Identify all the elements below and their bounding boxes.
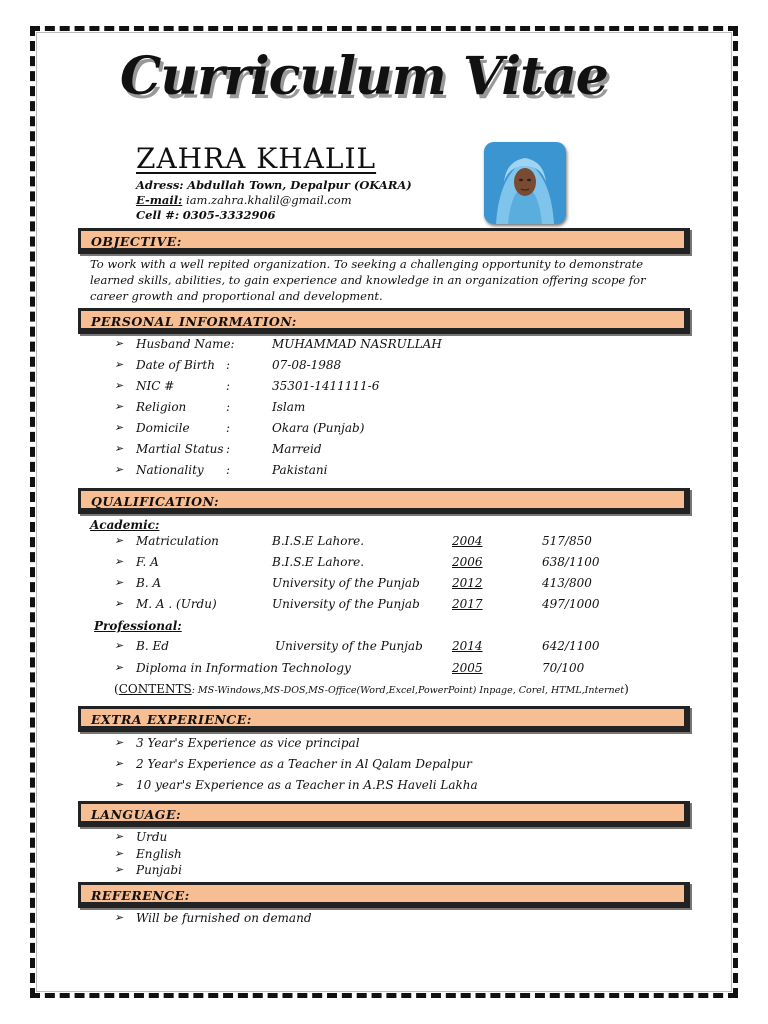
arrow-bullet-icon: ➢: [114, 778, 124, 791]
marks: 517/850: [542, 534, 592, 548]
experience-text: 10 year's Experience as a Teacher in A.P.S Haveli Lakha: [136, 778, 478, 792]
it-contents-line: [114, 682, 629, 696]
language-text: Urdu: [136, 830, 168, 844]
email-value: iam.zahra.khalil@gmail.com: [186, 193, 352, 207]
personal-value: MUHAMMAD NASRULLAH: [272, 337, 442, 351]
year: 2004: [452, 534, 483, 548]
arrow-bullet-icon: ➢: [114, 911, 124, 924]
personal-heading-bar: [78, 308, 690, 334]
contents-text: : MS-Windows,MS-DOS,MS-Office(Word,Excel,PowerPoint) Inpage, Corel, HTML,Internet: [191, 685, 625, 696]
qualification-heading-bar: [78, 488, 690, 514]
personal-sep: :: [226, 442, 231, 456]
personal-value: 07-08-1988: [272, 358, 342, 372]
degree: M. A . (Urdu): [136, 597, 217, 611]
email-label: E-mail:: [136, 193, 183, 207]
contents-open: (: [114, 682, 119, 696]
personal-value: Marreid: [272, 442, 322, 456]
academic-subheading: Academic:: [90, 518, 160, 532]
candidate-name: ZAHRA KHALIL: [136, 142, 377, 175]
arrow-bullet-icon: ➢: [114, 847, 124, 860]
personal-label: Domicile: [136, 421, 190, 435]
board: B.I.S.E Lahore.: [272, 555, 365, 569]
objective-heading-bar: [78, 228, 690, 254]
arrow-bullet-icon: ➢: [114, 661, 124, 674]
personal-label: Date of Birth: [136, 358, 215, 372]
degree: B. Ed: [136, 639, 169, 653]
personal-sep: :: [226, 358, 231, 372]
address-line: [136, 178, 412, 192]
arrow-bullet-icon: ➢: [114, 639, 124, 652]
personal-value: Islam: [272, 400, 306, 414]
arrow-bullet-icon: ➢: [114, 442, 124, 455]
reference-text: Will be furnished on demand: [136, 911, 312, 925]
profile-photo: [484, 142, 566, 224]
degree: Matriculation: [136, 534, 219, 548]
arrow-bullet-icon: ➢: [114, 400, 124, 413]
year: 2012: [452, 576, 483, 590]
experience-heading: EXTRA EXPERIENCE:: [91, 712, 252, 727]
marks: 497/1000: [542, 597, 600, 611]
personal-sep: :: [226, 421, 231, 435]
arrow-bullet-icon: ➢: [114, 358, 124, 371]
language-heading-bar: [78, 801, 690, 827]
degree: F. A: [136, 555, 159, 569]
board: University of the Punjab: [272, 597, 420, 611]
professional-subheading: Professional:: [94, 619, 182, 633]
arrow-bullet-icon: ➢: [114, 736, 124, 749]
contents-label: CONTENTS: [118, 682, 192, 696]
marks: 638/1100: [542, 555, 600, 569]
degree: B. A: [136, 576, 162, 590]
experience-heading-bar: [78, 706, 690, 732]
year: 2006: [452, 555, 483, 569]
arrow-bullet-icon: ➢: [114, 555, 124, 568]
language-heading: LANGUAGE:: [91, 807, 182, 822]
experience-text: 2 Year's Experience as a Teacher in Al Qalam Depalpur: [136, 757, 472, 771]
arrow-bullet-icon: ➢: [114, 463, 124, 476]
personal-value: Okara (Punjab): [272, 421, 365, 435]
objective-heading: OBJECTIVE:: [91, 234, 182, 249]
contents-close: ): [624, 682, 629, 696]
personal-heading: PERSONAL INFORMATION:: [91, 314, 297, 329]
arrow-bullet-icon: ➢: [114, 421, 124, 434]
experience-text: 3 Year's Experience as vice principal: [136, 736, 360, 750]
arrow-bullet-icon: ➢: [114, 379, 124, 392]
reference-heading-bar: [78, 882, 690, 908]
year: 2014: [452, 639, 483, 653]
language-text: English: [136, 847, 182, 861]
cell-line: [136, 208, 276, 222]
personal-sep: :: [226, 400, 231, 414]
personal-value: 35301-1411111-6: [272, 379, 380, 393]
personal-sep: :: [226, 379, 231, 393]
personal-sep: :: [226, 463, 231, 477]
personal-label: Husband Name:: [136, 337, 235, 351]
qualification-heading: QUALIFICATION:: [91, 494, 220, 509]
year: 2005: [452, 661, 483, 675]
personal-label: Nationality: [136, 463, 204, 477]
board: University of the Punjab: [272, 576, 420, 590]
cell-value: 0305-3332906: [182, 208, 276, 222]
portrait-icon: [484, 142, 566, 224]
personal-label: NIC #: [136, 379, 175, 393]
arrow-bullet-icon: ➢: [114, 576, 124, 589]
language-text: Punjabi: [136, 863, 182, 877]
arrow-bullet-icon: ➢: [114, 830, 124, 843]
arrow-bullet-icon: ➢: [114, 597, 124, 610]
marks: 413/800: [542, 576, 592, 590]
arrow-bullet-icon: ➢: [114, 534, 124, 547]
marks: 70/100: [542, 661, 585, 675]
email-line: [136, 193, 352, 207]
personal-value: Pakistani: [272, 463, 328, 477]
board: B.I.S.E Lahore.: [272, 534, 365, 548]
board: University of the Punjab: [275, 639, 423, 653]
arrow-bullet-icon: ➢: [114, 863, 124, 876]
cell-label: Cell #:: [136, 208, 180, 222]
objective-text: To work with a well repited organization. To seeking a challenging opportunity to demonstrate learned skills, abilities, to gain experience and knowledge in an organization offering scope for career growth and proportional and development.: [90, 257, 646, 303]
personal-label: Religion: [136, 400, 187, 414]
address-label: Adress:: [136, 178, 184, 192]
marks: 642/1100: [542, 639, 600, 653]
degree: Diploma in Information Technology: [136, 661, 351, 675]
personal-label: Martial Status: [136, 442, 224, 456]
arrow-bullet-icon: ➢: [114, 337, 124, 350]
reference-heading: REFERENCE:: [91, 888, 190, 903]
year: 2017: [452, 597, 483, 611]
cv-title: Curriculum Vitae: [120, 46, 608, 107]
address-value: Abdullah Town, Depalpur (OKARA): [187, 178, 412, 192]
arrow-bullet-icon: ➢: [114, 757, 124, 770]
